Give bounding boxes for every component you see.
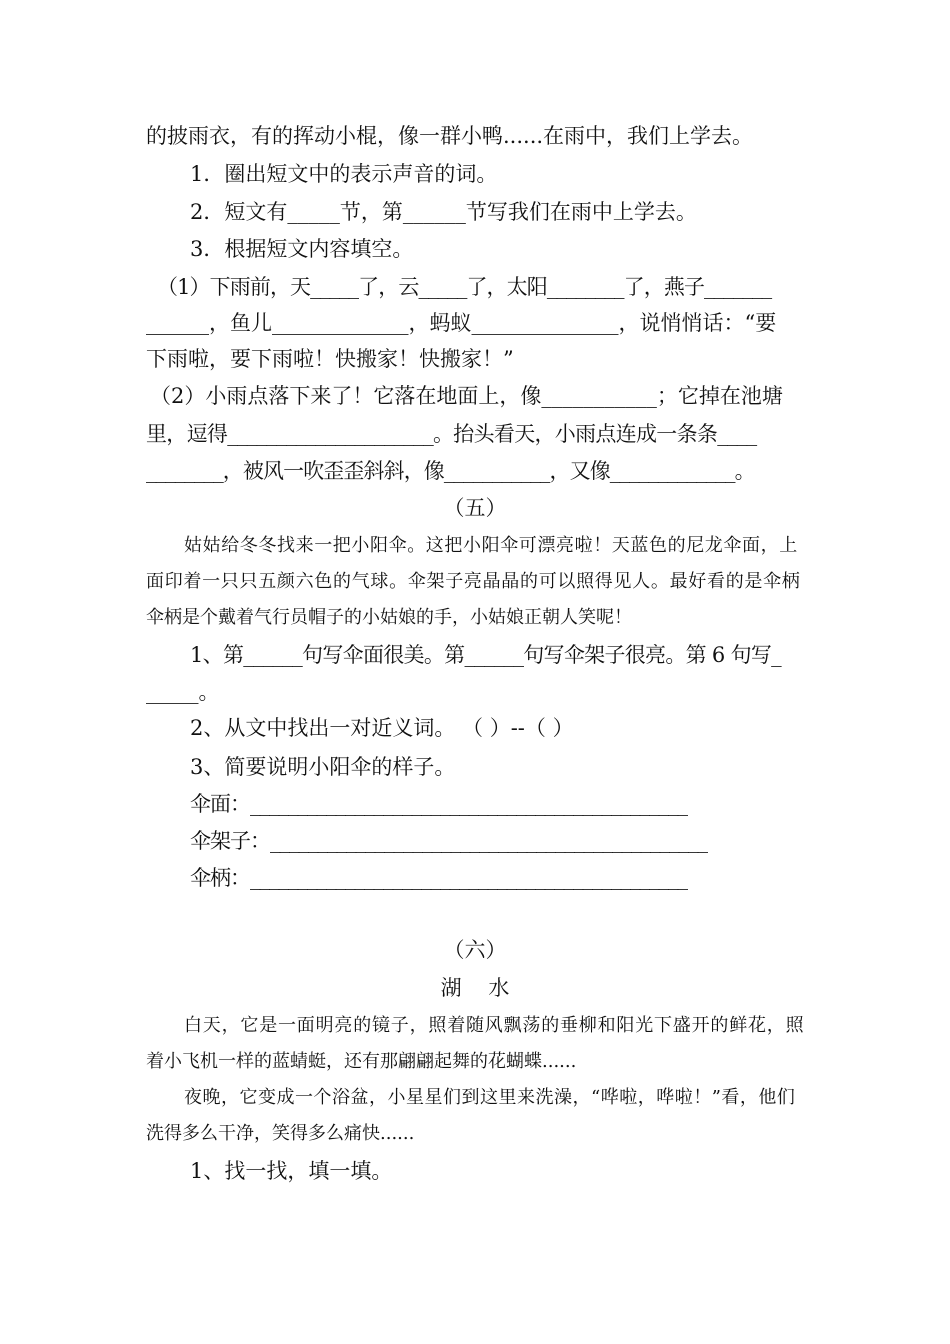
fill-in-line: 里，逗得_____________________。抬头看天，小雨点连成一条条____ bbox=[146, 422, 757, 446]
fill-in-line: （2）小雨点落下来了！它落在地面上，像___________；它掉在池塘 bbox=[150, 384, 783, 408]
fill-in-line: ________，被风一吹歪歪斜斜，像___________，又像_____________。 bbox=[146, 459, 755, 483]
passage-line: 的披雨衣，有的挥动小棍，像一群小鸭......在雨中，我们上学去。 bbox=[146, 124, 754, 148]
question-1: 1、找一找，填一填。 bbox=[190, 1159, 393, 1183]
fill-in-line: （1）下雨前，天_____了，云_____了，太阳________了，燕子_______ bbox=[157, 275, 772, 299]
fill-in-line: ______，鱼儿_____________，蚂蚁______________，说悄悄话：“要 bbox=[146, 311, 777, 335]
question-2: 2．短文有_____节，第______节写我们在雨中上学去。 bbox=[190, 200, 697, 224]
section-heading: （五） bbox=[443, 496, 507, 520]
question-1-cont: _____。 bbox=[146, 680, 220, 704]
answer-line-umbrella-cover: 伞面：______________________________________________ bbox=[190, 792, 687, 816]
passage-line: 夜晚，它变成一个浴盆，小星星们到这里来洗澡，“哗啦，哗啦！”看，他们 bbox=[184, 1087, 796, 1108]
question-1: 1．圈出短文中的表示声音的词。 bbox=[190, 162, 498, 186]
passage-line: 着小飞机一样的蓝蜻蜓，还有那翩翩起舞的花蝴蝶...... bbox=[146, 1051, 577, 1072]
question-2: 2、从文中找出一对近义词。 （ ）--（ ） bbox=[190, 716, 574, 740]
passage-title: 湖 水 bbox=[440, 976, 510, 1000]
question-3: 3．根据短文内容填空。 bbox=[190, 237, 414, 261]
question-1: 1、第______句写伞面很美。第______句写伞架子很亮。第 6 句写_ bbox=[190, 643, 781, 667]
passage-line: 伞柄是个戴着气行员帽子的小姑娘的手，小姑娘正朝人笑呢！ bbox=[146, 607, 632, 628]
answer-line-umbrella-frame: 伞架子：______________________________________________ bbox=[190, 829, 707, 853]
passage-line: 姑姑给冬冬找来一把小阳伞。这把小阳伞可漂亮啦！天蓝色的尼龙伞面，上 bbox=[184, 535, 798, 556]
section-heading: （六） bbox=[443, 938, 507, 962]
passage-line: 洗得多么干净，笑得多么痛快...... bbox=[146, 1123, 415, 1144]
passage-line: 面印着一只只五颜六色的气球。伞架子亮晶晶的可以照得见人。最好看的是伞柄 bbox=[146, 571, 801, 592]
fill-in-line: 下雨啦，要下雨啦！快搬家！快搬家！” bbox=[146, 347, 514, 371]
passage-line: 白天，它是一面明亮的镜子，照着随风飘荡的垂柳和阳光下盛开的鲜花，照 bbox=[184, 1015, 805, 1036]
answer-line-umbrella-handle: 伞柄：______________________________________________ bbox=[190, 866, 687, 890]
question-3: 3、简要说明小阳伞的样子。 bbox=[190, 755, 456, 779]
